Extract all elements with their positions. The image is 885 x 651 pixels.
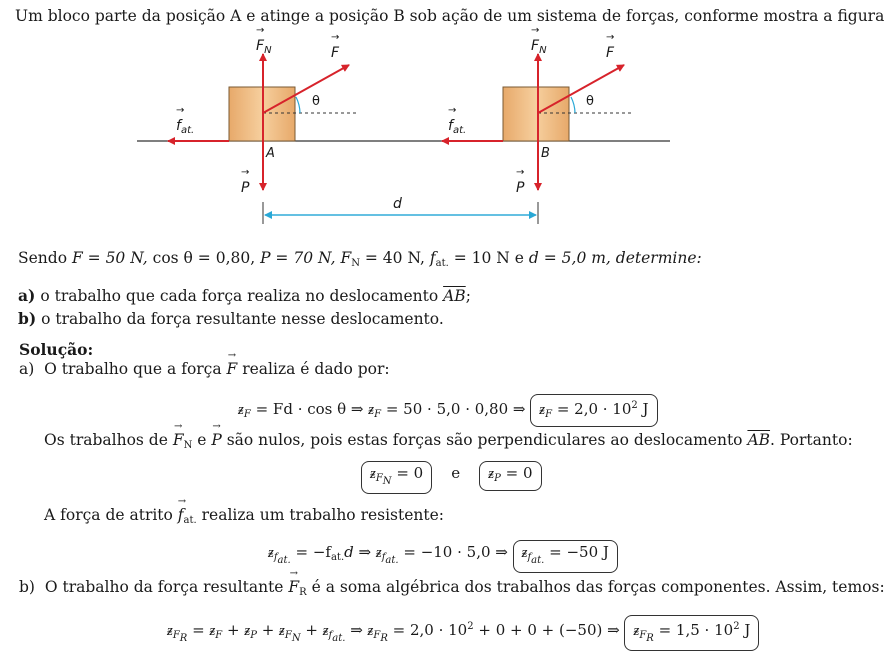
result-box-5: ᵶ$_{F_R}$ = $1,5 \cdot 10^2$ J	[624, 615, 759, 651]
equation-1: ᵶ$_F$ = Fd · cos θ ⇒ ᵶ$_F$ = 50 · 5,0 · 0,80 ⇒ ᵶ$_F$ = $2,0 \cdot 10^2$ J	[238, 394, 658, 427]
label-fn-a: → $F_N$	[256, 38, 272, 56]
solution-title: Solução:	[19, 340, 94, 359]
label-fat-a: → $f_{at.}$	[176, 118, 194, 136]
label-p-a: → P	[241, 180, 249, 196]
result-box-2: ᵶ$_{F_N}$ = 0	[361, 461, 432, 494]
solution-line3: A força de atrito → $f_{at.}$ realiza um trabalho resistente:	[44, 505, 444, 531]
question-b: b) o trabalho da força resultante nesse deslocamento.	[18, 309, 444, 328]
solution-a-line1: a) O trabalho que a força → F realiza é dado por:	[19, 359, 390, 379]
result-box-4: ᵶ$_{f_{at.}}$ = −50 J	[513, 540, 618, 573]
solution-b-line: b) O trabalho da força resultante → $F_R$ é a soma algébrica dos trabalhos das forças componentes. Assim, temos:	[19, 577, 885, 603]
question-a: a) o trabalho que cada força realiza no deslocamento $\overline{AB}$;	[18, 286, 471, 305]
label-d: d	[393, 196, 402, 212]
forces-figure	[0, 30, 828, 235]
equation-2: ᵶ$_{F_N}$ = 0 e ᵶ$_P$ = 0	[361, 461, 542, 494]
equation-3: ᵶ$_{f_{at.}}$ = $-f_{at.}d$ ⇒ ᵶ$_{f_{at.}}$ = −10 · 5,0 ⇒ ᵶ$_{f_{at.}}$ = −50 J	[268, 540, 618, 573]
given-line: Sendo F = 50 N, cos θ = 0,80, P = 70 N, $F_N = 40$ N, $f_{at.} = 10$ N e d = 5,0 m, determine:	[18, 249, 702, 269]
label-theta-b: θ	[586, 94, 594, 109]
label-p-b: → P	[516, 180, 524, 196]
equation-4: ᵶ$_{F_R}$ = ᵶ$_F$ + ᵶ$_P$ + ᵶ$_{F_N}$ + ᵶ$_{f_{at.}}$ ⇒ ᵶ$_{F_R}$ = $2,0 \cdot 10^2 + 0 + 0 + (-50)$ ⇒ ᵶ$_{F_R}$ = $1,5 \cdot 10^2$ J	[167, 615, 759, 651]
label-fn-b: → $F_N$	[531, 38, 547, 56]
result-box-1: ᵶ$_F$ = $2,0 \cdot 10^2$ J	[530, 394, 657, 427]
label-f-b: → F	[606, 45, 614, 61]
label-f-a: → F	[331, 45, 339, 61]
label-a: A	[266, 146, 275, 161]
label-theta-a: θ	[312, 94, 320, 109]
result-box-3: ᵶ$_P$ = 0	[479, 461, 541, 491]
solution-line2: Os trabalhos de → $F_N$ e → P são nulos, pois estas forças são perpendiculares ao deslocamento $\overline{AB}$. Portanto:	[44, 430, 853, 456]
label-b: B	[541, 146, 550, 161]
label-fat-b: → $f_{at.}$	[448, 118, 466, 136]
intro-text: Um bloco parte da posição A e atinge a posição B sob ação de um sistema de forças, conforme mostra a figura	[15, 7, 885, 25]
block-b	[503, 87, 569, 141]
